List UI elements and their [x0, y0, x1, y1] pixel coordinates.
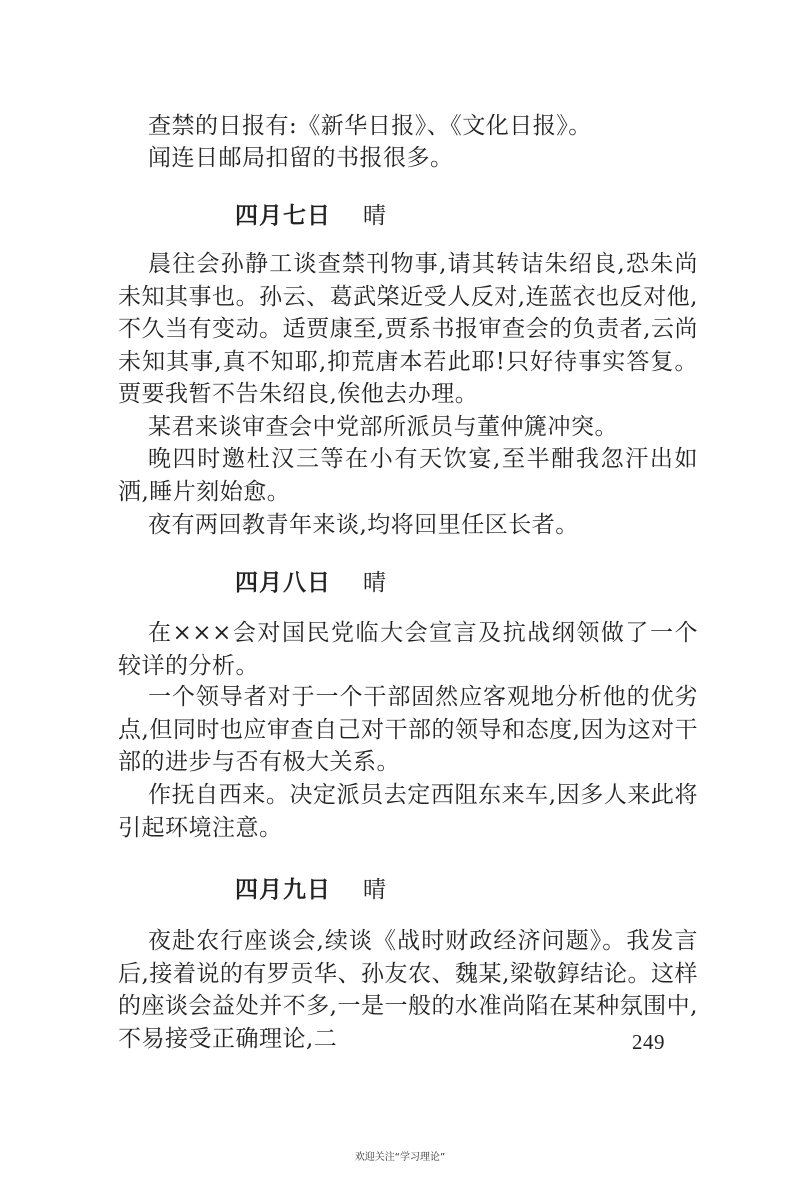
entry-weather: 晴: [363, 877, 386, 903]
paragraph-morning-visit: 晨往会孙静工谈查禁刊物事,请其转诘朱绍良,恐朱尚未知其事也。孙云、葛武棨近受人反对,连蓝衣也反对他,不久当有变动。适贾康至,贾系书报审查会的负责者,云尚未知其事,真不知耶,抑荒唐本若此耶!只好待事实答复。贾要我暂不告朱绍良,俟他去办理。: [118, 251, 698, 407]
paragraph-night-visitors: 夜有两回教青年来谈,均将回里任区长者。: [148, 512, 579, 538]
paragraph-post-office: 闻连日邮局扣留的书报很多。: [148, 145, 454, 171]
entry-date: 四月九日: [235, 877, 331, 903]
entry-heading-april-7: [235, 200, 386, 232]
paragraph-leadership: 一个领导者对于一个干部固然应客观地分析他的优劣点,但同时也应审查自己对干部的领导和态度,因为这对干部的进步与否有极大关系。: [118, 684, 698, 775]
paragraph-banned-dailies: 查禁的日报有:《新华日报》、《文化日报》。: [148, 113, 592, 139]
entry-date: 四月七日: [235, 203, 331, 229]
paragraph-dispatch: 作抚自西来。决定派员去定西阻东来车,因多人来此将引起环境注意。: [118, 782, 698, 841]
paragraph-review-conflict: 某君来谈审查会中党部所派员与董仲篪冲突。: [148, 414, 618, 440]
entry-weather: 晴: [363, 203, 386, 229]
entry-date: 四月八日: [235, 570, 331, 596]
entry-heading-april-9: [235, 874, 386, 906]
paragraph-analysis: 在×××会对国民党临大会宣言及抗战纲领做了一个较详的分析。: [118, 620, 698, 679]
entry-heading-april-8: [235, 567, 386, 599]
footer-note: 欢迎关注“学习理论”: [354, 1152, 446, 1163]
paragraph-symposium: 夜赴农行座谈会,续谈《战时财政经济问题》。我发言后,接着说的有罗贡华、孙友农、魏某,梁敬錞结论。这样的座谈会益处并不多,一是一般的水准尚陷在某种氛围中,不易接受正确理论,二: [118, 928, 698, 1052]
entry-weather: 晴: [363, 570, 386, 596]
page-number: 249: [632, 1030, 665, 1054]
paragraph-evening-banquet: 晚四时邀杜汉三等在小有天饮宴,至半酣我忽汗出如洒,睡片刻始愈。: [118, 446, 698, 505]
